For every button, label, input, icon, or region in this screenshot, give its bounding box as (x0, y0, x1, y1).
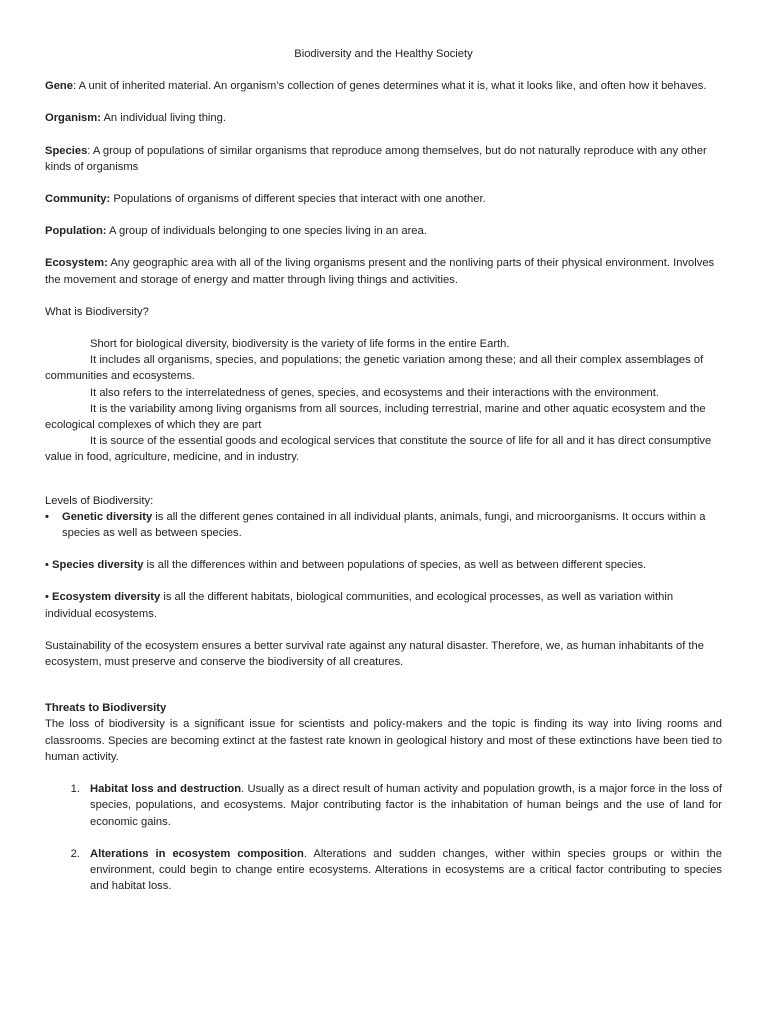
definition-organism (45, 110, 722, 126)
definition-text: Any geographic area with all of the living organisms present and the nonliving parts of their physical environment. Involves the movement and storage of energy and matter through living things and activities. (45, 257, 715, 286)
list-item-text (90, 781, 722, 830)
paragraph: It is source of the essential goods and ecological services that constitute the source of life for all and it has direct consumptive value in food, agriculture, medicine, and in industry. (45, 435, 712, 464)
bullet-body: is all the differences within and between populations of species, as well as between different species. (143, 559, 647, 572)
list-number: 2. (70, 847, 80, 860)
paragraph: Short for biological diversity, biodiversity is the variety of life forms in the entire Earth. (90, 338, 510, 351)
bullet-species-diversity (45, 557, 722, 573)
bullet-term: Genetic diversity (62, 510, 153, 523)
what-is-heading: What is Biodiversity? (45, 305, 149, 318)
bullet-term: Species diversity (52, 559, 144, 572)
list-number: 1. (70, 783, 80, 796)
bullet-icon: • (45, 591, 53, 604)
list-item-body: . Alterations and sudden changes, wither within species groups or within the environment, could begin to change entire ecosystems. Alterations in ecosystems are a critical factor contributing to species and habitat loss. (90, 847, 723, 893)
paragraph: It also refers to the interrelatedness of genes, species, and ecosystems and their interactions with the environment. (90, 386, 660, 399)
paragraph: It includes all organisms, species, and populations; the genetic variation among these; and all their complex assemblages of communities and ecosystems. (45, 354, 704, 383)
definition-gene (45, 78, 722, 94)
paragraph: It is the variability among living organisms from all sources, including terrestrial, marine and other aquatic ecosystem and the ecological complexes of which they are part (45, 402, 706, 432)
bullet-icon: • (45, 559, 53, 572)
threats-list (45, 781, 722, 894)
definitions (45, 78, 722, 288)
spacer (45, 466, 722, 493)
definition-text: A group of individuals belonging to one species living in an area. (109, 225, 427, 238)
list-item (45, 781, 722, 830)
definition-text: An individual living thing. (103, 112, 226, 125)
threats-heading: Threats to Biodiversity (45, 702, 167, 715)
what-is-body (45, 336, 722, 466)
definition-separator: : (87, 144, 93, 157)
definition-community (45, 191, 722, 207)
definition-term: Community: (45, 193, 111, 206)
bullet-body: is all the different habitats, biological communities, and ecological processes, as well as variation within individual ecosystems. (45, 591, 674, 620)
definition-ecosystem (45, 255, 722, 287)
definition-term: Ecosystem: (45, 257, 108, 270)
definition-text: A group of populations of similar organisms that reproduce among themselves, but do not naturally reproduce with any other kinds of organisms (45, 144, 707, 173)
bullet-text (62, 509, 722, 541)
definition-term: Species (45, 144, 88, 157)
definition-term: Population: (45, 225, 107, 238)
definition-term: Organism: (45, 112, 101, 125)
bullet-body: is all the different genes contained in all individual plants, animals, fungi, and microorganisms. It occurs within a species as well as between species. (62, 510, 706, 540)
bullet-ecosystem-diversity (45, 589, 722, 621)
document-title: Biodiversity and the Healthy Society (294, 48, 473, 60)
definition-text: Populations of organisms of different species that interact with one another. (113, 193, 486, 206)
bullet-icon: • (45, 510, 49, 523)
list-item-text (90, 846, 722, 895)
definition-text: A unit of inherited material. An organism’s collection of genes determines what it is, what it looks like, and often how it behaves. (78, 80, 707, 93)
sustainability-paragraph: Sustainability of the ecosystem ensures a better survival rate against any natural disaster. Therefore, we, as human inhabitants of the ecosystem, must preserve and conserve the biodiversity of all creatures. (45, 639, 704, 669)
bullet-genetic-diversity (45, 509, 722, 541)
definition-population (45, 223, 722, 239)
definition-species (45, 143, 722, 175)
bullet-term: Ecosystem diversity (52, 591, 161, 604)
definition-term: Gene (45, 80, 73, 93)
list-item-term: Habitat loss and destruction (90, 783, 242, 796)
list-item (45, 846, 722, 895)
list-item-term: Alterations in ecosystem composition (90, 847, 304, 860)
list-item-body: . Usually as a direct result of human activity and population growth, is a major force in the loss of species, populations, and ecosystems. Major contributing factor is the inhabitation of human beings and the use of land for economic gains. (90, 783, 722, 828)
threats-intro: The loss of biodiversity is a significant issue for scientists and policy-makers and the topic is finding its way into living rooms and classrooms. Species are becoming extinct at the fastest rate known in geological history and most of these extinctions have been tied to human activity. (45, 718, 722, 763)
definition-separator: : (72, 80, 79, 93)
levels-heading: Levels of Biodiversity: (45, 494, 154, 507)
